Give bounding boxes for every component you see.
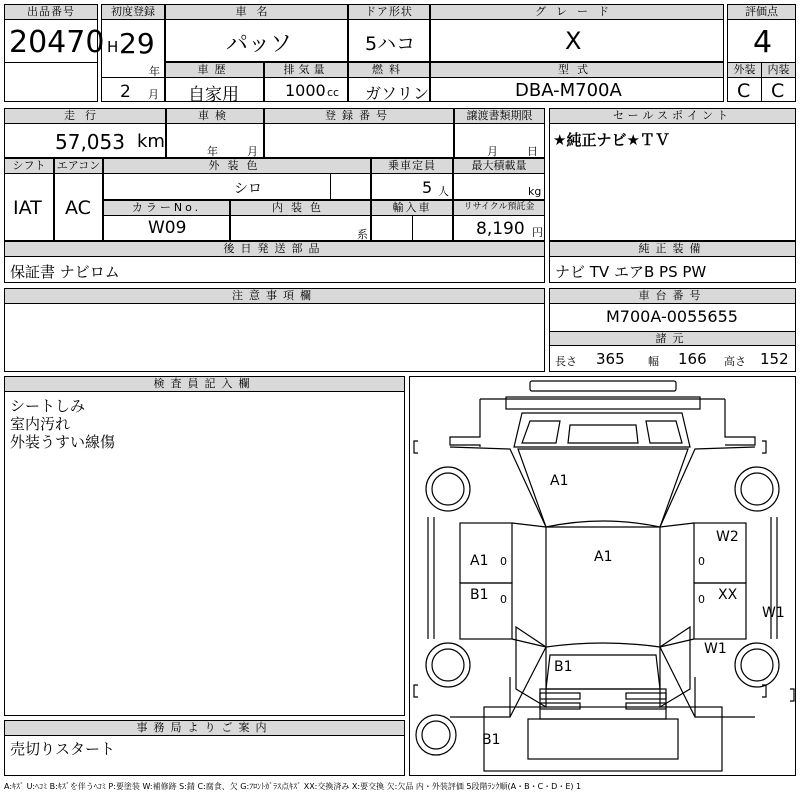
color-no-value: W09	[148, 218, 187, 238]
car-diagram-cell	[409, 376, 796, 776]
grade-cell	[430, 4, 724, 62]
int-color-cell	[230, 200, 371, 241]
score-cell	[727, 4, 796, 102]
mileage-cell	[4, 108, 166, 158]
damage-mark: A1	[550, 473, 569, 489]
inspector-line: 室内汚れ	[10, 415, 71, 433]
first-registration-era: H	[107, 38, 119, 56]
registration-number-cell	[264, 108, 454, 158]
car-name-cell	[165, 4, 348, 62]
recycle-cell	[453, 200, 545, 241]
notes-label: 注意事項欄	[5, 289, 544, 304]
spec-height-label: 高さ	[724, 355, 746, 368]
max-load-unit: kg	[528, 185, 542, 198]
office-value: 売切りスタート	[10, 740, 116, 758]
later-parts-cell	[4, 241, 545, 283]
first-registration-year-unit: 年	[149, 65, 160, 78]
damage-mark: 0	[500, 555, 507, 568]
first-registration-cell	[101, 4, 165, 102]
grade-value: X	[565, 27, 582, 55]
transfer-deadline-cell	[454, 108, 545, 158]
door-type-label: ドア形状	[349, 5, 429, 20]
sales-point-text: ★純正ナビ★ＴＶ	[553, 131, 670, 149]
lot-number-value: 20470	[9, 25, 105, 60]
fuel-value: ガソリン	[365, 84, 430, 103]
first-registration-label: 初度登録	[102, 5, 164, 20]
history-cell	[165, 62, 264, 105]
damage-mark: 0	[698, 555, 705, 568]
spec-width-label: 幅	[648, 355, 659, 368]
mileage-label: 走行	[5, 109, 165, 124]
ext-color-cell	[103, 158, 371, 200]
damage-mark: W1	[704, 641, 727, 657]
score-int-label: 内装	[762, 63, 795, 78]
damage-mark: B1	[470, 587, 489, 603]
color-no-cell	[103, 200, 230, 241]
inspector-line: シートしみ	[10, 397, 86, 415]
mileage-unit: km	[137, 131, 165, 152]
damage-mark: B1	[482, 732, 501, 748]
fuel-label: 燃料	[349, 63, 429, 78]
car-name-value: パッソ	[226, 32, 293, 57]
ext-color-label: 外装色	[104, 159, 370, 174]
score-ext-label: 外装	[728, 63, 762, 78]
color-no-label: カラーNo.	[104, 201, 229, 216]
recycle-unit: 円	[532, 226, 543, 239]
sales-point-cell	[549, 108, 796, 241]
later-parts-value: 保証書 ナビロム	[10, 263, 120, 281]
score-label: 評価点	[728, 5, 795, 20]
recycle-value: 8,190	[476, 219, 525, 239]
grade-label: グレード	[431, 5, 723, 20]
damage-mark: XX	[718, 587, 738, 603]
fuel-cell	[348, 62, 430, 102]
lot-number-label: 出品番号	[5, 5, 97, 20]
transfer-deadline-label: 譲渡書類期限	[455, 109, 544, 124]
model-label: 型式	[431, 63, 723, 78]
damage-mark: 0	[698, 593, 705, 606]
inspection-cell	[166, 108, 264, 158]
transfer-day-unit: 日	[527, 145, 538, 158]
inspector-line: 外装うすい線傷	[10, 433, 116, 451]
equipment-label: 純正装備	[550, 242, 795, 257]
history-label: 車歴	[166, 63, 263, 78]
capacity-label: 乗車定員	[372, 159, 452, 174]
spec-height-value: 152	[760, 350, 789, 368]
damage-mark: B1	[554, 659, 573, 675]
ac-label: エアコン	[56, 159, 101, 172]
office-cell	[4, 720, 405, 776]
model-cell	[430, 62, 724, 102]
first-registration-month-unit: 月	[148, 88, 159, 101]
mileage-value: 57,053	[55, 130, 125, 154]
damage-mark: W1	[762, 605, 785, 621]
int-color-unit: 系	[357, 228, 368, 241]
capacity-value: 5	[422, 178, 433, 197]
damage-mark: 0	[500, 593, 507, 606]
office-label: 事務局よりご案内	[5, 721, 404, 736]
car-diagram	[410, 377, 795, 775]
inspection-month-unit: 月	[247, 145, 258, 158]
lot-number-cell	[4, 4, 105, 102]
equipment-value: ナビ TV エアB PS PW	[555, 263, 707, 281]
ac-cell	[54, 158, 103, 241]
first-registration-year: 29	[119, 27, 155, 60]
inspector-label: 検査員記入欄	[5, 377, 404, 392]
shift-label: シフト	[5, 159, 53, 174]
history-value: 自家用	[188, 85, 239, 105]
inspection-label: 車検	[167, 109, 263, 124]
notes-cell	[4, 288, 545, 372]
ext-color-value: シロ	[234, 181, 262, 197]
score-value: 4	[753, 25, 773, 60]
chassis-cell	[549, 288, 796, 372]
shift-value: IAT	[13, 197, 42, 219]
recycle-label: リサイクル預託金	[454, 201, 544, 216]
chassis-value: M700A-0055655	[606, 307, 738, 326]
damage-mark: W2	[716, 529, 739, 545]
door-type-value: 5ハコ	[365, 33, 416, 55]
displacement-label: 排気量	[265, 63, 347, 78]
registration-number-label: 登録番号	[265, 109, 453, 124]
displacement-unit: cc	[327, 86, 340, 99]
import-label: 輸入車	[372, 201, 452, 216]
import-cell	[371, 200, 453, 241]
score-ext-value: C	[737, 80, 751, 102]
shift-cell	[4, 158, 54, 241]
transfer-month-unit: 月	[487, 145, 498, 158]
spec-width-value: 166	[678, 350, 707, 368]
inspection-year-unit: 年	[207, 145, 218, 158]
damage-mark: A1	[594, 549, 613, 565]
displacement-cell	[264, 62, 348, 102]
damage-mark: A1	[470, 553, 489, 569]
door-type-cell	[348, 4, 430, 62]
capacity-cell	[371, 158, 453, 200]
chassis-label: 車台番号	[550, 289, 795, 304]
spec-length-value: 365	[596, 350, 625, 368]
max-load-label: 最大積載量	[454, 159, 544, 174]
equipment-cell	[549, 241, 796, 283]
sales-point-label: セールスポイント	[550, 109, 795, 124]
max-load-cell	[453, 158, 545, 200]
first-registration-month: 2	[120, 82, 131, 102]
legend: A:ｷｽﾞ U:ﾍｺﾐ B:ｷｽﾞを伴うﾍｺﾐ P:要塗装 W:補修跡 S:錆 C:腐食、欠 G:ﾌﾛﾝﾄｶﾞﾗｽ点ｷｽﾞ XX:交換済み X:要交換 欠:欠品 内・外装評価 5段階ﾗﾝｸ順(A・B・C・D・E) 1	[4, 782, 582, 791]
int-color-label: 内装色	[231, 201, 370, 216]
later-parts-label: 後日発送部品	[5, 242, 544, 257]
spec-length-label: 長さ	[555, 355, 577, 368]
car-name-label: 車名	[166, 5, 347, 20]
ac-value: AC	[65, 197, 91, 219]
score-int-value: C	[771, 80, 785, 102]
specs-label: 諸元	[550, 331, 795, 346]
displacement-value: 1000	[285, 81, 326, 100]
capacity-unit: 人	[438, 185, 449, 198]
model-value: DBA-M700A	[515, 80, 622, 101]
inspector-cell	[4, 376, 405, 716]
